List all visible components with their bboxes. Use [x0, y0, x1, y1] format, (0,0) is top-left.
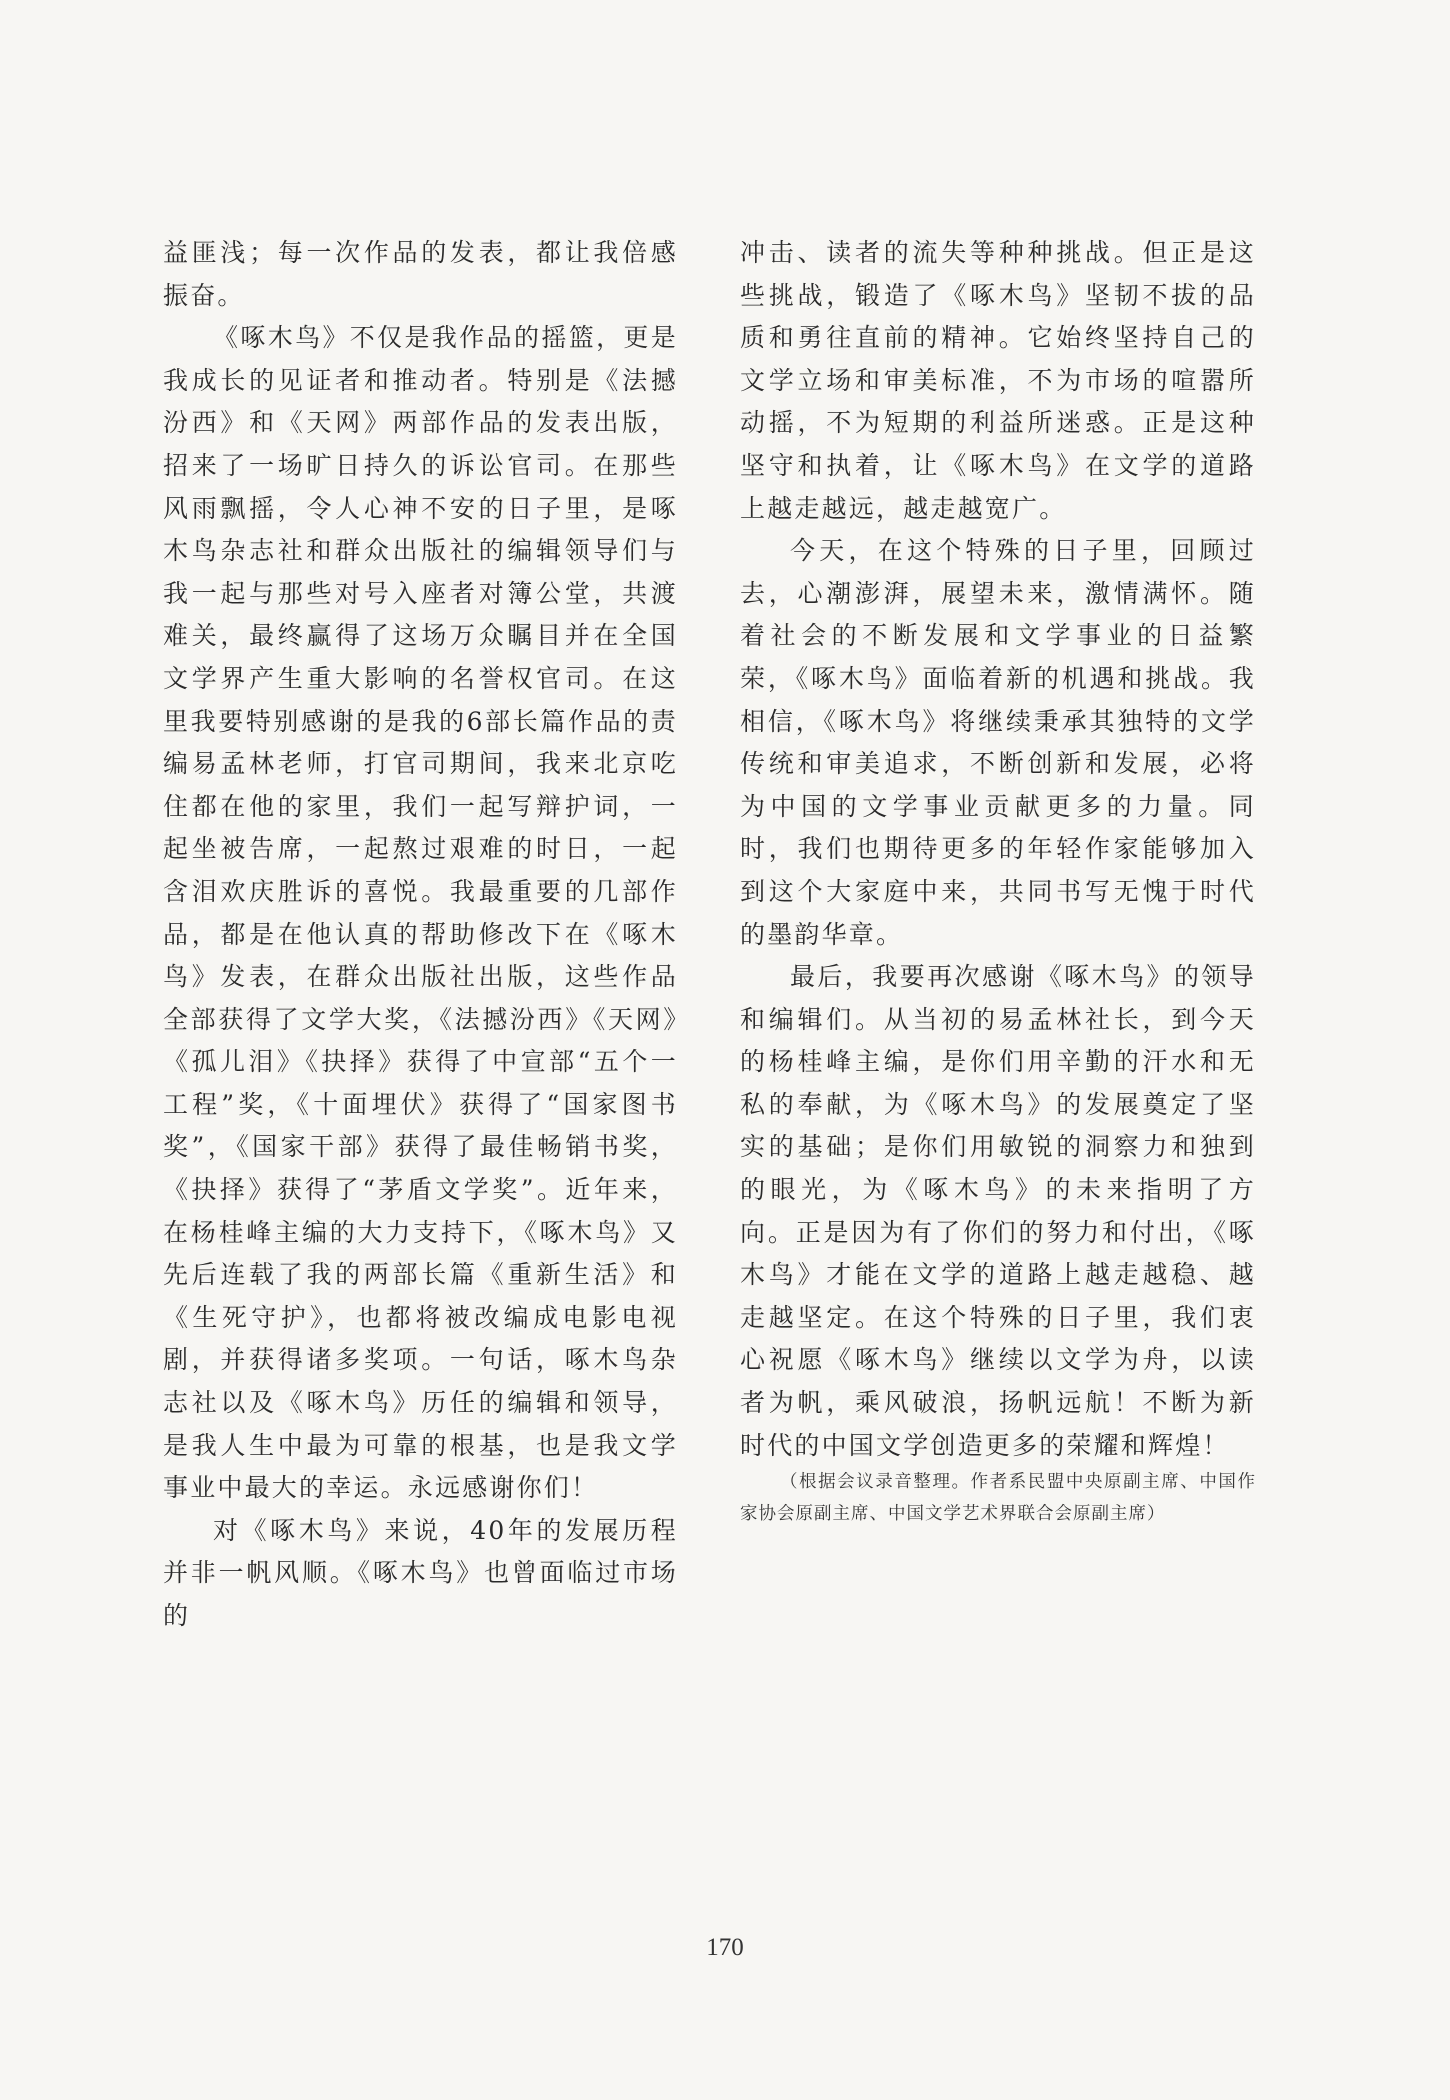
- paragraph-continued: 冲击、读者的流失等种种挑战。但正是这些挑战，锻造了《啄木鸟》坚韧不拔的品质和勇往直前的精神。它始终坚持自己的文学立场和审美标准，不为市场的喧嚣所动摇，不为短期的利益所迷惑。正是这种坚守和执着，让《啄木鸟》在文学的道路上越走越远，越走越宽广。: [740, 238, 1256, 523]
- paragraph-continued: 益匪浅；每一次作品的发表，都让我倍感振奋。: [163, 238, 678, 310]
- paragraph: 《啄木鸟》不仅是我作品的摇篮，更是我成长的见证者和推动者。特别是《法撼汾西》和《天网》两部作品的发表出版，招来了一场旷日持久的诉讼官司。在那些风雨飘摇，令人心神不安的日子里，是啄木鸟杂志社和群众出版社的编辑领导们与我一起与那些对号入座者对簿公堂，共渡难关，最终赢得了这场万众瞩目并在全国文学界产生重大影响的名誉权官司。在这里我要特别感谢的是我的6部长篇作品的责编易孟林老师，打官司期间，我来北京吃住都在他的家里，我们一起写辩护词，一起坐被告席，一起熬过艰难的时日，一起含泪欢庆胜诉的喜悦。我最重要的几部作品，都是在他认真的帮助修改下在《啄木鸟》发表，在群众出版社出版，这些作品全部获得了文学大奖，《法撼汾西》《天网》《孤儿泪》《抉择》获得了中宣部“五个一工程”奖，《十面埋伏》获得了“国家图书奖”，《国家干部》获得了最佳畅销书奖，《抉择》获得了“茅盾文学奖”。近年来，在杨桂峰主编的大力支持下，《啄木鸟》又先后连载了我的两部长篇《重新生活》和《生死守护》，也都将被改编成电影电视剧，并获得诸多奖项。一句话，啄木鸟杂志社以及《啄木鸟》历任的编辑和领导，是我人生中最为可靠的根基，也是我文学事业中最大的幸运。永远感谢你们！: [163, 323, 678, 1503]
- left-text-column: [163, 232, 678, 1638]
- page-number: 170: [706, 1934, 744, 1961]
- right-text-column: [740, 232, 1256, 1467]
- paragraph: 最后，我要再次感谢《啄木鸟》的领导和编辑们。从当初的易孟林社长，到今天的杨桂峰主编，是你们用辛勤的汗水和无私的奉献，为《啄木鸟》的发展奠定了坚实的基础；是你们用敏锐的洞察力和独到的眼光，为《啄木鸟》的未来指明了方向。正是因为有了你们的努力和付出，《啄木鸟》才能在文学的道路上越走越稳、越走越坚定。在这个特殊的日子里，我们衷心祝愿《啄木鸟》继续以文学为舟，以读者为帆，乘风破浪，扬帆远航！不断为新时代的中国文学创造更多的荣耀和辉煌！: [740, 962, 1256, 1460]
- paragraph: 对《啄木鸟》来说，40年的发展历程并非一帆风顺。《啄木鸟》也曾面临过市场的: [163, 1515, 678, 1630]
- paragraph: 今天，在这个特殊的日子里，回顾过去，心潮澎湃，展望未来，激情满怀。随着社会的不断发展和文学事业的日益繁荣，《啄木鸟》面临着新的机遇和挑战。我相信，《啄木鸟》将继续秉承其独特的文学传统和审美追求，不断创新和发展，必将为中国的文学事业贡献更多的力量。同时，我们也期待更多的年轻作家能够加入到这个大家庭中来，共同书写无愧于时代的墨韵华章。: [740, 536, 1256, 949]
- author-note: （根据会议录音整理。作者系民盟中央原副主席、中国作家协会原副主席、中国文学艺术界联合会原副主席）: [740, 1472, 1256, 1524]
